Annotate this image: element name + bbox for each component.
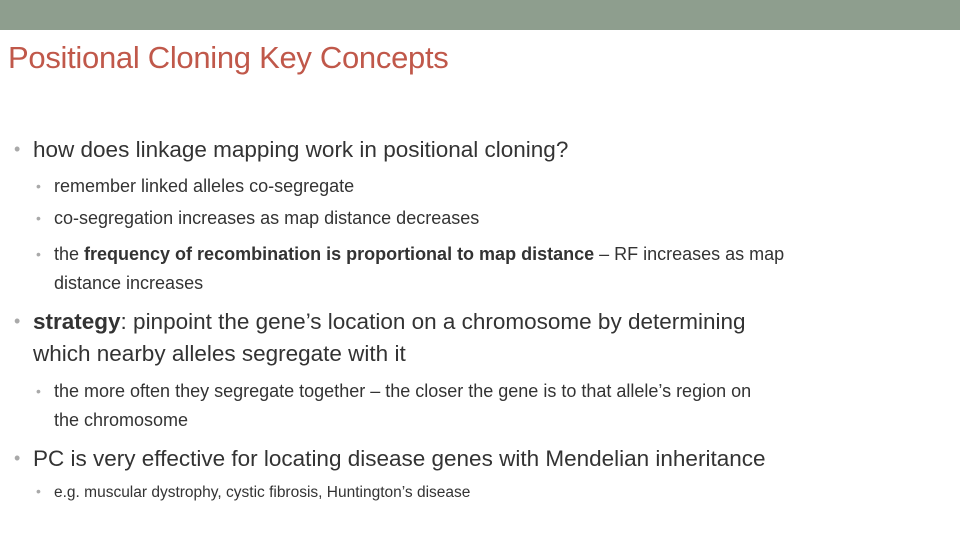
bullet-text (54, 240, 784, 298)
sub-bullet-linked-alleles (36, 172, 354, 202)
bullet-strategy (14, 306, 746, 370)
sub-bullet-recombination-frequency (36, 240, 784, 298)
bullet-text: how does linkage mapping work in positional cloning? (33, 137, 569, 162)
text-continuation: the chromosome (54, 410, 189, 430)
bullet-icon: • (36, 383, 41, 399)
bullet-text: PC is very effective for locating disease genes with Mendelian inheritance (33, 446, 766, 471)
bullet-icon: • (36, 210, 41, 226)
bullet-pc-effective (14, 443, 765, 476)
bullet-icon: • (14, 311, 21, 331)
bullet-text (54, 377, 751, 435)
text-continuation: distance increases (54, 273, 204, 293)
bullet-text: co-segregation increases as map distance decreases (54, 208, 480, 228)
slide-title: Positional Cloning Key Concepts (8, 40, 449, 75)
text-pre: the (54, 244, 85, 264)
bullet-linkage-question (14, 134, 568, 167)
bullet-icon: • (14, 139, 21, 159)
bullet-text (33, 306, 746, 370)
bullet-icon: • (36, 483, 41, 499)
bullet-text: e.g. muscular dystrophy, cystic fibrosis, Huntington’s disease (54, 484, 471, 501)
bullet-icon: • (14, 448, 21, 468)
sub-bullet-disease-examples (36, 481, 470, 504)
text-main: the more often they segregate together – the closer the gene is to that allele’s region on (54, 381, 752, 401)
text-continuation: which nearby alleles segregate with it (33, 341, 406, 366)
bullet-icon: • (36, 178, 41, 194)
text-post: – RF increases as map (594, 244, 785, 264)
bullet-icon: • (36, 246, 41, 262)
sub-bullet-segregate-together (36, 377, 751, 435)
text-bold: frequency of recombination is proportional to map distance (84, 244, 595, 264)
sub-bullet-cosegregation (36, 204, 479, 234)
text-bold: strategy (33, 309, 121, 334)
text-main: : pinpoint the gene’s location on a chromosome by determining (120, 309, 746, 334)
bullet-text: remember linked alleles co-segregate (54, 176, 355, 196)
